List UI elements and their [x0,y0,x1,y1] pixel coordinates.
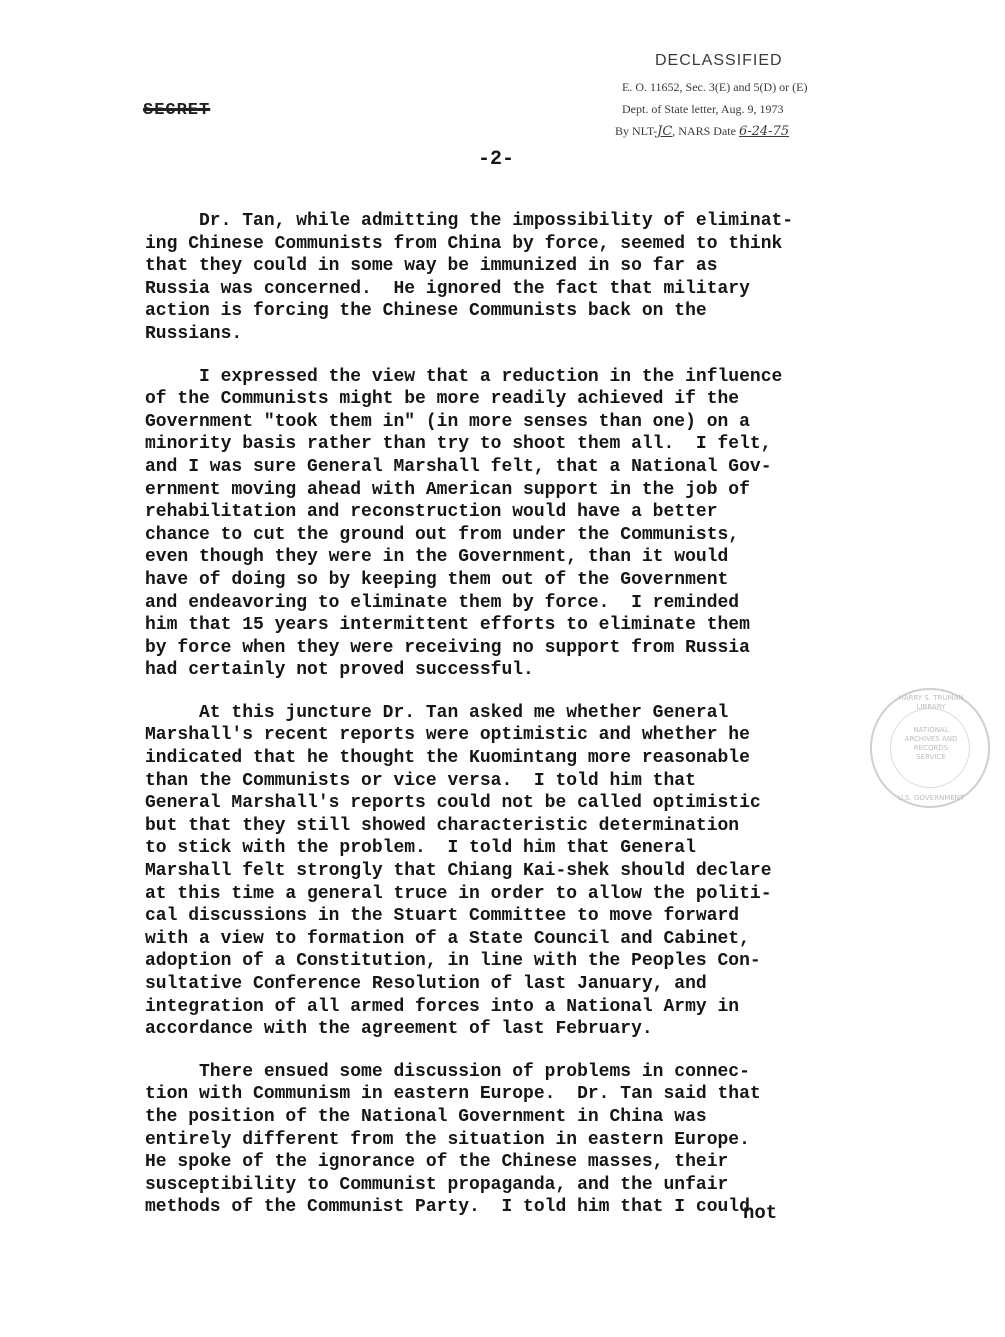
seal-text-6: U.S. GOVERNMENT [897,794,965,802]
paragraph-1: Dr. Tan, while admitting the impossibility of eliminat- ing Chinese Communists from China by force, seemed to think that they could in some way be immunized in so far as Russia was concerned. He ignored the fact that military action is forcing the Chinese Communists back on the Russians. [145,211,794,344]
seal-text-2: NATIONAL [913,726,949,734]
declassified-by-line [615,120,890,143]
library-seal [870,688,990,808]
page-number: -2- [478,148,515,171]
reviewer-initials: JC [657,124,673,139]
nars-date: 6-24-75 [738,124,790,139]
seal-text-3: ARCHIVES AND [904,735,958,743]
paragraph-2: I expressed the view that a reduction in the influence of the Communists might be more readily achieved if the Government "took them in" (in more senses than one) on a minority basis rather than try to shoot them all. I felt, and I was sure General Marshall felt, that a National Gov- ernment moving ahead with American support in the job of rehabilitation and reconstruction would have a better chance to cut the ground out from under the Communists, even though they were in the Government, than it would have of doing so by keeping them out of the Government and endeavoring to eliminate them by force. I reminded him that 15 years intermittent efforts to eliminate them by force when they were receiving no support from Russia had certainly not proved successful. [145,366,783,681]
seal-text-4: RECORDS [913,744,949,752]
seal-text-5: SERVICE [916,753,946,761]
by-prefix: By NLT- [615,124,658,138]
paragraph-4: There ensued some discussion of problems in connec- tion with Communism in eastern Europe. Dr. Tan said that the position of the National Government in China was entirely different from the situation in eastern Europe. He spoke of the ignorance of the Chinese masses, their susceptibility to Communist propaganda, and the unfair methods of the Communist Party. I told him that I could [145,1061,761,1218]
memo-body [145,210,935,1239]
declassified-heading: DECLASSIFIED [655,52,783,69]
declassification-stamp [615,52,890,143]
catchword: not [743,1202,778,1224]
declassification-authority: E. O. 11652, Sec. 3(E) and 5(D) or (E) [622,80,808,94]
paragraph-3: At this juncture Dr. Tan asked me whether General Marshall's recent reports were optimistic and whether he indicated that he thought the Kuomintang more reasonable than the Communists or vice versa. I told him that General Marshall's reports could not be called optimistic but that they still showed characteristic determination to stick with the problem. I told him that General Marshall felt strongly that Chiang Kai-shek should declare at this time a general truce in order to allow the politi- cal discussions in the Stuart Committee to move forward with a view to formation of a State Council and Cabinet, adoption of a Constitution, in line with the Peoples Con- sultative Conference Resolution of last January, and integration of all armed forces into a National Army in accordance with the agreement of last February. [145,702,772,1040]
seal-text-1: HARRY S. TRUMAN LIBRARY [898,694,964,711]
state-department-letter: Dept. of State letter, Aug. 9, 1973 [622,102,784,116]
classification-marking: SECRET [143,101,211,120]
nars-prefix: , NARS Date [672,124,739,138]
